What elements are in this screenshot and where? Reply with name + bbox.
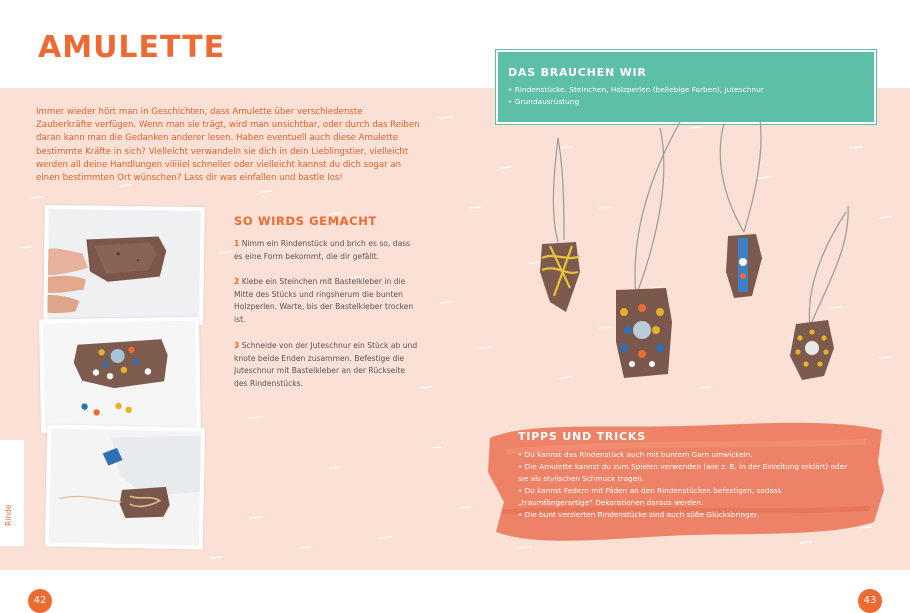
tips-title: TIPPS UND TRICKS [518,430,646,443]
amulet-2 [616,288,672,378]
chapter-tab [0,440,24,546]
step-photo-1 [43,205,205,325]
page-title: AMULETTE [38,30,226,65]
bottom-margin [0,570,910,610]
step-number: 3 [234,341,240,350]
tips-item: • Die bunt verzierten Rindenstücke sind auch süße Glücksbringer. [518,509,858,521]
materials-item: • Grundausrüstung [508,96,764,108]
amulet-4 [790,320,834,380]
step-number: 1 [234,239,240,248]
tips-list [518,449,858,521]
step-photo-3 [45,424,206,549]
amulets-photo [520,112,870,392]
materials-item: • Rindenstücke, Steinchen, Holzperlen (beliebige Farben), Juteschnur [508,84,764,96]
step-2 [234,276,419,326]
chapter-tab-label: Rinde [4,504,13,526]
tips-item: • Du kannst das Rindenstück auch mit buntem Garn umwickeln. [518,449,858,461]
bark-with-beads-image [43,321,197,430]
glue-and-twine-image [49,428,201,545]
page-number-right: 43 [858,589,882,613]
amulet-1 [540,242,580,312]
step-3 [234,340,419,390]
how-to-title: SO WIRDS GEMACHT [234,214,377,228]
amulet-3 [726,234,762,298]
step-1 [234,238,419,263]
page-number-left: 42 [28,589,52,613]
tips-item: • Du kannst Federn mit Fäden an den Rindenstücken befestigen, sodass „traumfängerartige“ Dekorationen daraus werden. [518,485,858,509]
tips-box [518,430,858,521]
intro-text: Immer wieder hört man in Geschichten, dass Amulette über verschiedenste Zauberkräfte verfügen. Wenn man sie trägt, wird man unsichtbar, oder durch das Reiben daran kann man die Gedanken anderer lesen. Haben eventuell auch diese Amulette bestimmte Kräfte in sich? Vielleicht verwandeln sie dich in dein Lieblingstier, vielleicht werden all deine Handlungen viiiiiel schneller oder vielleicht kannst du dich sogar an einen bestimmten Ort wünschen? Lass dir was einfallen und bastle los! [36,107,420,184]
step-photo-2 [39,317,201,434]
materials-list [508,84,764,108]
step-text: Nimm ein Rindenstück und brich es so, dass es eine Form bekommt, die dir gefällt. [234,239,411,261]
materials-title: DAS BRAUCHEN WIR [508,66,647,79]
bark-in-hand-image [47,209,201,321]
tips-item: • Die Amulette kannst du zum Spielen verwenden (wie z. B. in der Einleitung erklärt) oder sie als stylischen Schmuck tragen. [518,461,858,485]
step-text: Schneide von der Juteschnur ein Stück ab und knote beide Enden zusammen. Befestige die Juteschnur mit Bastelkleber an der Rückseite des Rindenstücks. [234,341,418,388]
step-text: Klebe ein Steinchen mit Bastelkleber in die Mitte des Stücks und ringsherum die bunten Holzperlen. Warte, bis der Bastelkleber trocken ist. [234,277,414,324]
step-number: 2 [234,277,240,286]
